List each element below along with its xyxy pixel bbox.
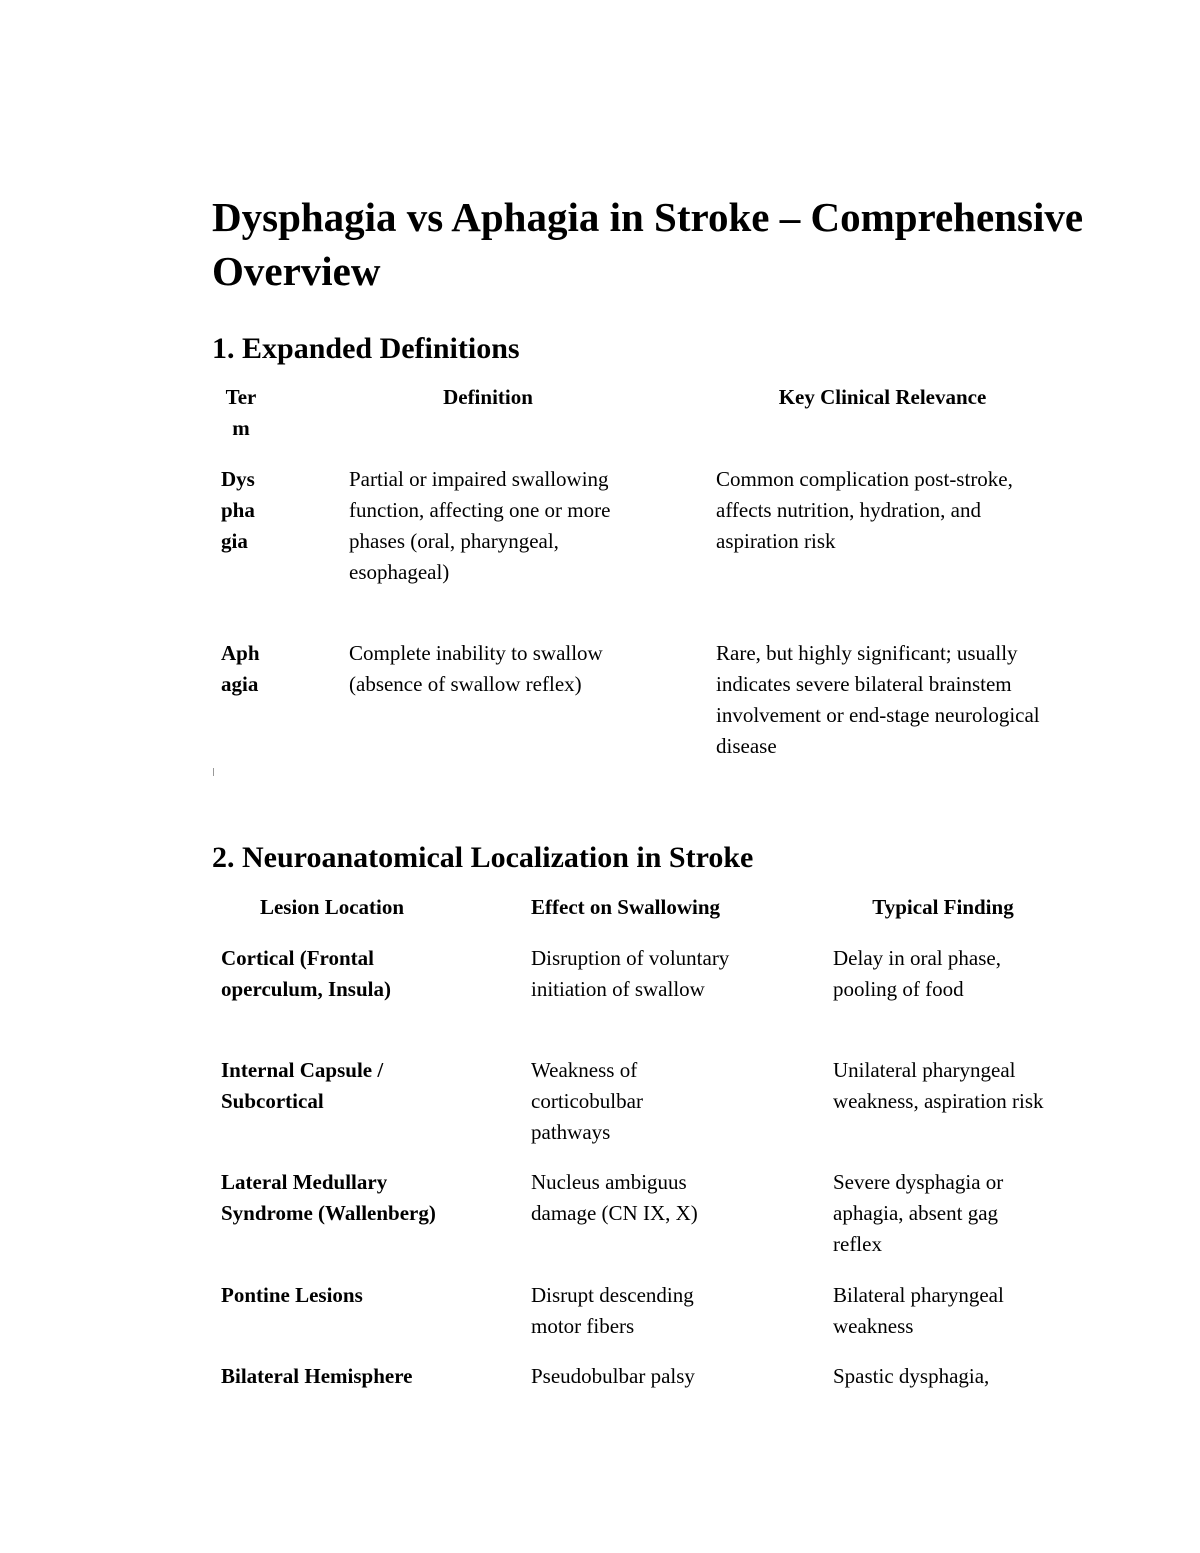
stray-mark: [213, 768, 214, 776]
table-header-relevance: Key Clinical Relevance: [778, 385, 987, 409]
table-row-definition: Partial or impaired swallowing function, affecting one or more phases (oral, pharyngeal, esophageal): [349, 467, 611, 584]
table-row-effect: Weakness of corticobulbar pathways: [531, 1058, 643, 1144]
table-row-finding: Severe dysphagia or aphagia, absent gag reflex: [833, 1170, 1004, 1256]
table-row-effect: Disruption of voluntary initiation of swallow: [531, 946, 730, 1001]
table-row-relevance: Common complication post-stroke, affects nutrition, hydration, and aspiration risk: [716, 467, 1013, 553]
table-row-effect: Pseudobulbar palsy: [531, 1364, 695, 1388]
table-row-effect: Nucleus ambiguus damage (CN IX, X): [531, 1170, 698, 1225]
table-header-definition: Definition: [443, 385, 533, 409]
page-title: Dysphagia vs Aphagia in Stroke – Comprehensive Overview: [212, 194, 1084, 294]
table-row-location: Bilateral Hemisphere: [221, 1364, 413, 1388]
table-row-definition: Complete inability to swallow (absence of swallow reflex): [349, 641, 603, 696]
table-row-finding: Spastic dysphagia,: [833, 1364, 990, 1388]
table-row-finding: Bilateral pharyngeal weakness: [833, 1283, 1004, 1338]
table-row-finding: Delay in oral phase, pooling of food: [833, 946, 1001, 1001]
table-header-effect: Effect on Swallowing: [531, 895, 720, 919]
table-row-location: Pontine Lesions: [221, 1283, 363, 1307]
table-row-term: Dysphagia: [221, 467, 255, 553]
table-header-location: Lesion Location: [259, 895, 405, 919]
table-header-term: Term: [225, 385, 257, 440]
table-row-relevance: Rare, but highly significant; usually indicates severe bilateral brainstem involvement or end-stage neurological disease: [716, 641, 1040, 758]
table-row-finding: Unilateral pharyngeal weakness, aspiration risk: [833, 1058, 1044, 1113]
table-row-location: Lateral Medullary Syndrome (Wallenberg): [221, 1170, 436, 1225]
section-heading-localization: 2. Neuroanatomical Localization in Stroke: [212, 841, 754, 874]
table-row-effect: Disrupt descending motor fibers: [531, 1283, 694, 1338]
table-row-term: Aphagia: [221, 641, 260, 696]
section-heading-definitions: 1. Expanded Definitions: [212, 332, 520, 365]
table-header-finding: Typical Finding: [872, 895, 1014, 919]
table-row-location: Cortical (Frontal operculum, Insula): [221, 946, 391, 1001]
table-row-location: Internal Capsule / Subcortical: [221, 1058, 384, 1113]
